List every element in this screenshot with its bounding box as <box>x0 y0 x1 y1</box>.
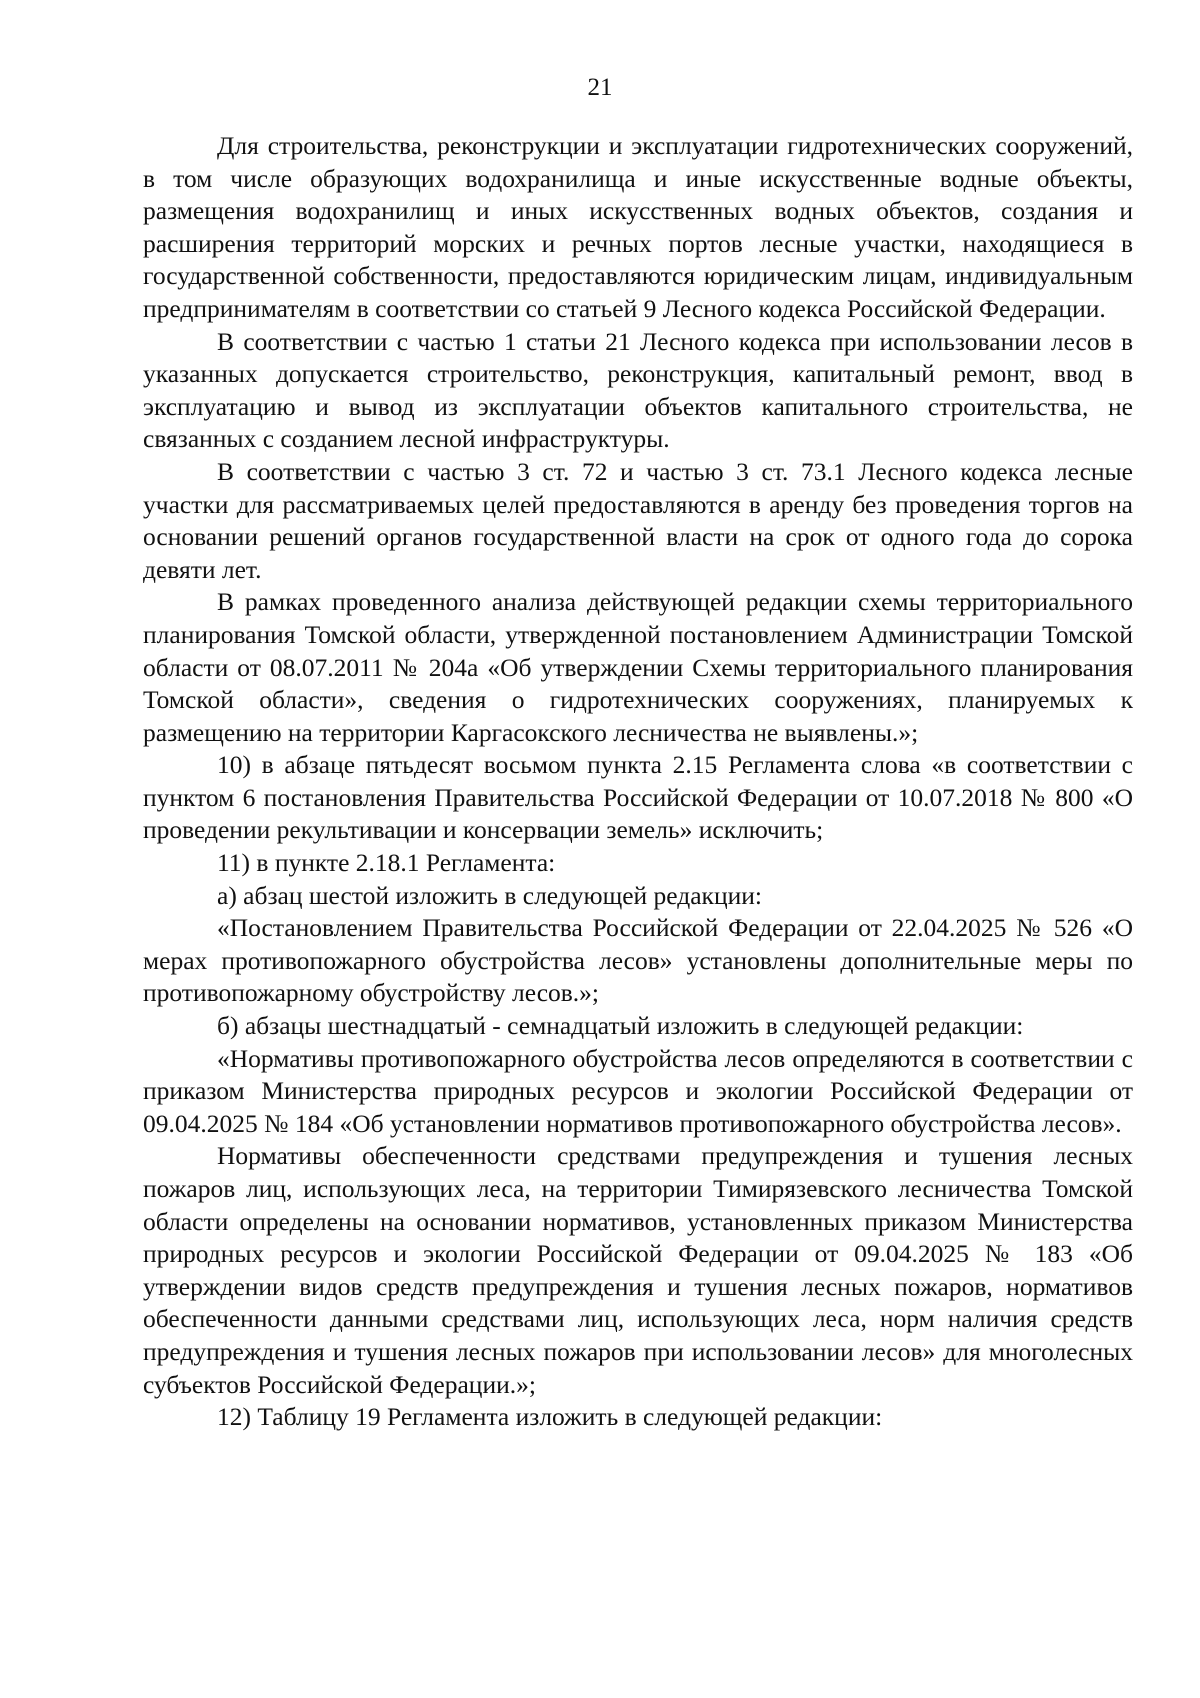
paragraph-item-11: 11) в пункте 2.18.1 Регламента: <box>217 848 556 878</box>
paragraph-item-10: 10) в абзаце пятьдесят восьмом пункта 2.15 Регламента слова «в соответствии с пунктом 6 постановления Правительства Российской Федерации от 10.07.2018 № 800 «О проведении рекультивации и консервации земель» исключить; <box>143 750 1133 845</box>
paragraph-article-72-73: В соответствии с частью 3 ст. 72 и частью 3 ст. 73.1 Лесного кодекса лесные участки для рассматриваемых целей предоставляются в аренду без проведения торгов на основании решений органов государственной власти на срок от одного года до сорока девяти лет. <box>143 456 1133 584</box>
paragraph-item-11b: б) абзацы шестнадцатый - семнадцатый изложить в следующей редакции: <box>217 1011 1024 1041</box>
paragraph-decree-526: «Постановлением Правительства Российской Федерации от 22.04.2025 № 526 «О мерах противопожарного обустройства лесов» установлены дополнительные меры по противопожарному обустройству лесов.»; <box>143 913 1133 1008</box>
paragraph-hydrotechnical-structures: Для строительства, реконструкции и эксплуатации гидротехнических сооружений, в том числе образующих водохранилища и иные искусственные водные объекты, размещения водохранилищ и иных искусственных водных объектов, создания и расширения территорий морских и речных портов лесные участки, находящиеся в государственной собственности, предоставляются юридическим лицам, индивидуальным предпринимателям в соответствии со статьей 9 Лесного кодекса Российской Федерации. <box>143 131 1133 323</box>
paragraph-item-12: 12) Таблицу 19 Регламента изложить в следующей редакции: <box>217 1402 883 1432</box>
paragraph-item-11a: а) абзац шестой изложить в следующей редакции: <box>217 880 762 910</box>
page-number: 21 <box>587 74 613 101</box>
document-body <box>143 130 1133 1434</box>
paragraph-order-183: Нормативы обеспеченности средствами предупреждения и тушения лесных пожаров лиц, использующих леса, на территории Тимирязевского лесничества Томской области определены на основании нормативов, установленных приказом Министерства природных ресурсов и экологии Российской Федерации от 09.04.2025 № 183 «Об утверждении видов средств предупреждения и тушения лесных пожаров, нормативов обеспеченности данными средствами лиц, использующих леса, норм наличия средств предупреждения и тушения лесных пожаров при использовании лесов» для многолесных субъектов Российской Федерации.»; <box>143 1141 1133 1399</box>
paragraph-territorial-planning: В рамках проведенного анализа действующей редакции схемы территориального планирования Томской области, утвержденной постановлением Администрации Томской области от 08.07.2011 № 204а «Об утверждении Схемы территориального планирования Томской области», сведения о гидротехнических сооружениях, планируемых к размещению на территории Каргасокского лесничества не выявлены.»; <box>143 587 1133 747</box>
paragraph-article-21: В соответствии с частью 1 статьи 21 Лесного кодекса при использовании лесов в указанных допускается строительство, реконструкция, капитальный ремонт, ввод в эксплуатацию и вывод из эксплуатации объектов капитального строительства, не связанных с созданием лесной инфраструктуры. <box>143 326 1133 454</box>
paragraph-order-184: «Нормативы противопожарного обустройства лесов определяются в соответствии с приказом Министерства природных ресурсов и экологии Российской Федерации от 09.04.2025 № 184 «Об установлении нормативов противопожарного обустройства лесов». <box>143 1043 1133 1138</box>
